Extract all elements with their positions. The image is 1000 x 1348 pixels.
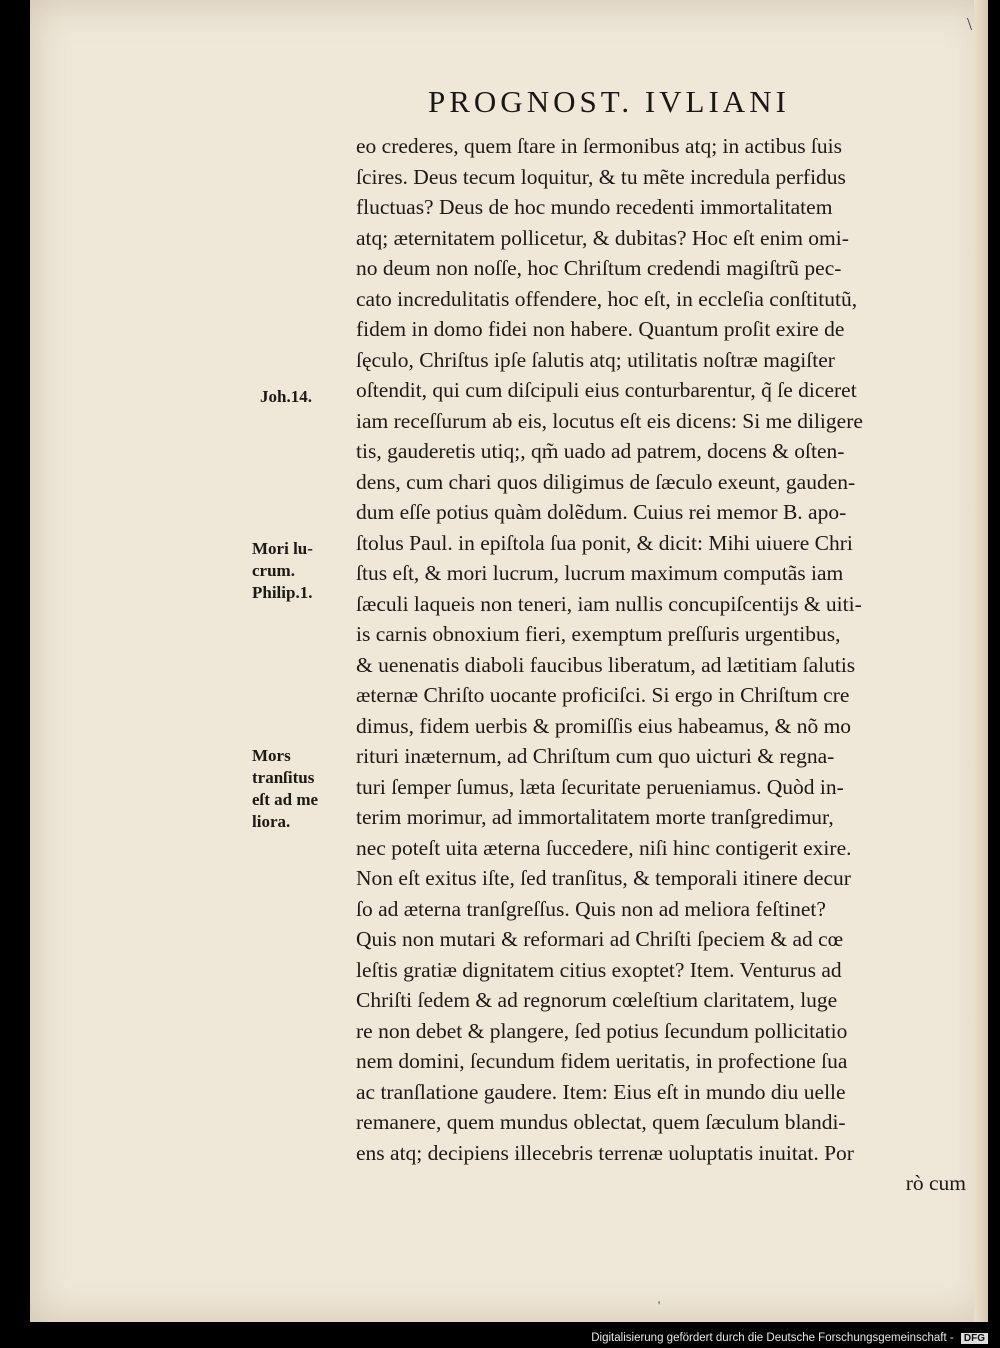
text-line: oſtendit, qui cum diſcipuli eius conturbarentur, q̃ ſe diceret: [356, 378, 857, 402]
text-line: ſęculo, Chriſtus ipſe ſalutis atq; utilitatis noſtræ magiſter: [356, 347, 835, 372]
margin-note-line: Mors: [252, 746, 291, 765]
text-line: æternæ Chriſto uocante proficiſci. Si ergo in Chriſtum cre: [356, 683, 850, 707]
text-line: re non debet & plangere, ſed potius ſecundum pollicitatio: [356, 1018, 848, 1043]
text-line: nem domini, ſecundum fidem ueritatis, in profectione ſua: [356, 1049, 848, 1073]
text-line: fluctuas? Deus de hoc mundo recedenti immortalitatem: [356, 195, 833, 219]
running-header: PROGNOST. IVLIANI: [428, 84, 790, 119]
text-line: terim morimur, ad immortalitatem morte tranſgredimur,: [356, 805, 834, 829]
text-line: ſo ad æterna tranſgreſſus. Quis non ad meliora feſtinet?: [356, 896, 826, 921]
text-line: ſcires. Deus tecum loquitur, & tu mẽte incredula perfidus: [356, 164, 846, 189]
text-line: nec poteſt uita æterna ſuccedere, niſi hinc contigerit exire.: [356, 835, 852, 860]
margin-note-mors-transitus: [252, 745, 347, 833]
footer-text: Digitalisierung gefördert durch die Deutsche Forschungsgemeinschaft -: [591, 1332, 954, 1344]
text-line: Non eſt exitus iſte, ſed tranſitus, & temporali itinere decur: [356, 866, 851, 890]
text-line: rò cum: [905, 1171, 966, 1195]
text-line: ſæculi laqueis non teneri, iam nullis concupiſcentijs & uiti-: [356, 591, 862, 616]
text-line: ac tranſlatione gaudere. Item: Eius eſt in mundo diu uelle: [356, 1079, 846, 1104]
text-line: remanere, quem mundus oblectat, quem ſæculum blandi-: [356, 1110, 846, 1134]
text-line: eo crederes, quem ſtare in ſermonibus atq; in actibus ſuis: [356, 134, 842, 158]
text-line: dens, cum chari quos diligimus de ſæculo exeunt, gauden-: [356, 469, 856, 494]
margin-note-line: eſt ad me: [252, 790, 319, 809]
text-line: no deum non noſſe, hoc Chriſtum credendi magiſtrũ pec-: [356, 256, 842, 280]
margin-note-john: [260, 386, 355, 408]
text-line: leſtis gratiæ dignitatem citius exoptet? Item. Venturus ad: [356, 957, 842, 982]
signature-mark: ': [658, 1298, 661, 1312]
margin-note-line: tranſitus: [252, 768, 315, 787]
text-line: iam receſſurum ab eis, locutus eſt eis dicens: Si me diligere: [356, 408, 863, 433]
page-spine-edge: [974, 0, 988, 1322]
text-line: Chriſti ſedem & ad regnorum cœleſtium claritatem, luge: [356, 988, 838, 1012]
margin-note-line: liora.: [252, 812, 291, 831]
margin-note-line: Joh.14.: [260, 387, 312, 406]
margin-note-mori-lucrum: [252, 538, 347, 604]
margin-note-line: Mori lu-: [252, 539, 313, 558]
text-line: ens atq; decipiens illecebris terrenæ uoluptatis inuitat. Por: [356, 1140, 854, 1165]
text-line: rituri inæternum, ad Chriſtum cum quo uicturi & regna-: [356, 744, 835, 768]
body-text: [356, 131, 966, 1199]
text-line: atq; æternitatem pollicetur, & dubitas? Hoc eſt enim omi-: [356, 225, 849, 250]
text-line: ſtus eſt, & mori lucrum, lucrum maximum computãs iam: [356, 561, 844, 585]
text-line: is carnis obnoxium fieri, exemptum preſſuris urgentibus,: [356, 622, 841, 646]
text-line: & uenenatis diaboli faucibus liberatum, ad lætitiam ſalutis: [356, 652, 856, 677]
text-line: tis, gauderetis utiq;, qm̃ uado ad patrem, docens & oſten-: [356, 439, 845, 463]
corner-mark: \: [966, 14, 972, 34]
book-page: [30, 0, 988, 1322]
text-line: turi ſemper ſumus, læta ſecuritate perueniamus. Quòd in-: [356, 774, 844, 799]
text-line: cato incredulitatis offendere, hoc eſt, in eccleſia conſtitutũ,: [356, 286, 858, 311]
dfg-logo-icon: DFG: [961, 1333, 988, 1344]
text-line: ſtolus Paul. in epiſtola ſua ponit, & dicit: Mihi uiuere Chri: [356, 530, 853, 555]
text-line: Quis non mutari & reformari ad Chriſti ſpeciem & ad cœ: [356, 927, 844, 951]
margin-note-line: crum.: [252, 561, 295, 580]
footer-credit: [591, 1332, 988, 1344]
text-line: fidem in domo fidei non habere. Quantum proſit exire de: [356, 317, 845, 341]
text-line: dum eſſe potius quàm dolẽdum. Cuius rei memor B. apo-: [356, 500, 847, 524]
margin-note-line: Philip.1.: [252, 583, 313, 602]
text-line: dimus, fidem uerbis & promiſſis eius habeamus, & nõ mo: [356, 713, 852, 738]
